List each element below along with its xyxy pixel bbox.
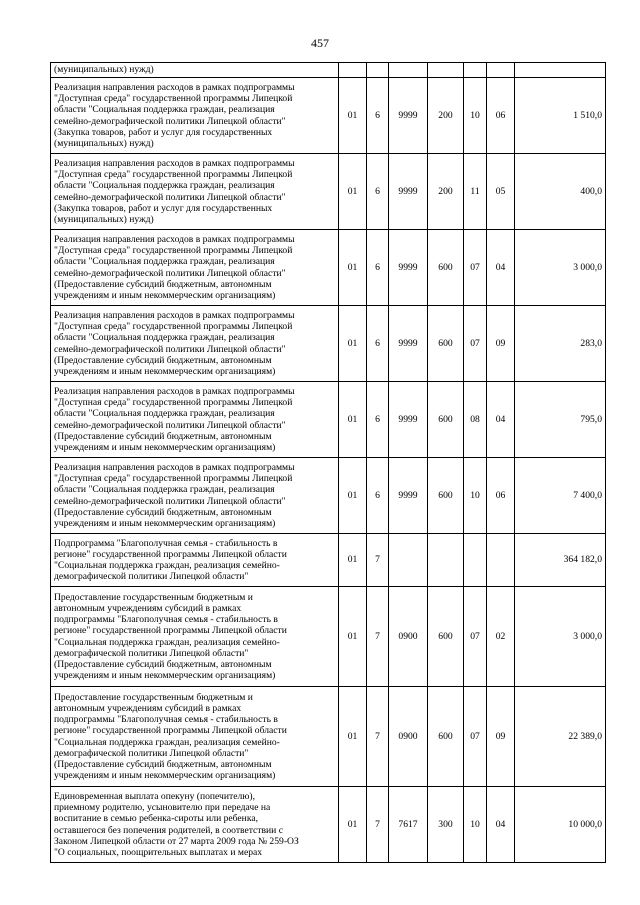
subchapter-code: 04 (487, 787, 515, 863)
subprogram-code: 7 (367, 534, 389, 587)
direction-code: 0900 (389, 587, 428, 687)
budget-table (50, 62, 606, 863)
section-code: 01 (339, 78, 367, 154)
subchapter-code: 09 (487, 306, 515, 382)
table-row (51, 534, 606, 587)
section-code: 01 (339, 587, 367, 687)
chapter-code: 07 (464, 306, 487, 382)
row-description: (муниципальных) нужд) (51, 63, 339, 78)
direction-code: 0900 (389, 687, 428, 787)
row-description: Реализация направления расходов в рамках подпрограммы "Доступная среда" государственной программы Липецкой области "Социальная поддержка граждан, реализация семейно-демографической политики Липецкой области" (Закупка товаров, работ и услуг для государственных (муниципальных) нужд) (51, 154, 339, 230)
chapter-code: 10 (464, 458, 487, 534)
amount-cell: 795,0 (515, 382, 606, 458)
subprogram-code: 6 (367, 458, 389, 534)
subchapter-code: 09 (487, 687, 515, 787)
table-row (51, 687, 606, 787)
direction-code: 9999 (389, 458, 428, 534)
section-code: 01 (339, 458, 367, 534)
subprogram-code: 7 (367, 587, 389, 687)
amount-cell: 283,0 (515, 306, 606, 382)
expense-type-code: 200 (428, 154, 464, 230)
subchapter-code (487, 63, 515, 78)
expense-type-code (428, 534, 464, 587)
subchapter-code: 04 (487, 230, 515, 306)
direction-code: 9999 (389, 154, 428, 230)
table-row (51, 63, 606, 78)
section-code: 01 (339, 787, 367, 863)
expense-type-code: 600 (428, 230, 464, 306)
table-row (51, 382, 606, 458)
expense-type-code (428, 63, 464, 78)
direction-code (389, 534, 428, 587)
expense-type-code: 600 (428, 306, 464, 382)
table-row (51, 230, 606, 306)
subchapter-code: 02 (487, 587, 515, 687)
amount-cell: 22 389,0 (515, 687, 606, 787)
chapter-code (464, 63, 487, 78)
section-code: 01 (339, 687, 367, 787)
row-description: Предоставление государственным бюджетным и автономным учреждениям субсидий в рамках подпрограммы "Благополучная семья - стабильность в регионе" государственной программы Липецкой области "Социальная поддержка граждан, реализация семейно- демографической политики Липецкой области" (Предоставление субсидий бюджетным, автономным учреждениям и иным некоммерческим организациям) (51, 687, 339, 787)
section-code (339, 63, 367, 78)
subchapter-code: 04 (487, 382, 515, 458)
subchapter-code: 06 (487, 458, 515, 534)
amount-cell: 400,0 (515, 154, 606, 230)
subprogram-code: 6 (367, 306, 389, 382)
amount-cell: 1 510,0 (515, 78, 606, 154)
subprogram-code (367, 63, 389, 78)
table-row (51, 458, 606, 534)
chapter-code: 11 (464, 154, 487, 230)
subprogram-code: 6 (367, 154, 389, 230)
subprogram-code: 7 (367, 687, 389, 787)
expense-type-code: 300 (428, 787, 464, 863)
row-description: Реализация направления расходов в рамках подпрограммы "Доступная среда" государственной программы Липецкой области "Социальная поддержка граждан, реализация семейно-демографической политики Липецкой области" (Предоставление субсидий бюджетным, автономным учреждениям и иным некоммерческим организациям) (51, 382, 339, 458)
chapter-code (464, 534, 487, 587)
chapter-code: 08 (464, 382, 487, 458)
amount-cell: 3 000,0 (515, 587, 606, 687)
amount-cell: 3 000,0 (515, 230, 606, 306)
section-code: 01 (339, 306, 367, 382)
direction-code: 7617 (389, 787, 428, 863)
amount-cell (515, 63, 606, 78)
expense-type-code: 600 (428, 382, 464, 458)
subprogram-code: 6 (367, 230, 389, 306)
row-description: Реализация направления расходов в рамках подпрограммы "Доступная среда" государственной программы Липецкой области "Социальная поддержка граждан, реализация семейно-демографической политики Липецкой области" (Закупка товаров, работ и услуг для государственных (муниципальных) нужд) (51, 78, 339, 154)
chapter-code: 07 (464, 587, 487, 687)
expense-type-code: 600 (428, 587, 464, 687)
expense-type-code: 200 (428, 78, 464, 154)
table-row (51, 306, 606, 382)
direction-code: 9999 (389, 230, 428, 306)
table-row (51, 587, 606, 687)
row-description: Реализация направления расходов в рамках подпрограммы "Доступная среда" государственной программы Липецкой области "Социальная поддержка граждан, реализация семейно-демографической политики Липецкой области" (Предоставление субсидий бюджетным, автономным учреждениям и иным некоммерческим организациям) (51, 306, 339, 382)
table-row (51, 78, 606, 154)
subchapter-code: 05 (487, 154, 515, 230)
row-description: Подпрограмма "Благополучная семья - стабильность в регионе" государственной программы Липецкой области "Социальная поддержка граждан, реализация семейно- демографической политики Липецкой области" (51, 534, 339, 587)
section-code: 01 (339, 154, 367, 230)
section-code: 01 (339, 534, 367, 587)
row-description: Предоставление государственным бюджетным и автономным учреждениям субсидий в рамках подпрограммы "Благополучная семья - стабильность в регионе" государственной программы Липецкой области "Социальная поддержка граждан, реализация семейно- демографической политики Липецкой области" (Предоставление субсидий бюджетным, автономным учреждениям и иным некоммерческим организациям) (51, 587, 339, 687)
subchapter-code: 06 (487, 78, 515, 154)
table-row (51, 154, 606, 230)
subprogram-code: 6 (367, 78, 389, 154)
subchapter-code (487, 534, 515, 587)
amount-cell: 364 182,0 (515, 534, 606, 587)
chapter-code: 10 (464, 78, 487, 154)
chapter-code: 10 (464, 787, 487, 863)
section-code: 01 (339, 230, 367, 306)
row-description: Реализация направления расходов в рамках подпрограммы "Доступная среда" государственной программы Липецкой области "Социальная поддержка граждан, реализация семейно-демографической политики Липецкой области" (Предоставление субсидий бюджетным, автономным учреждениям и иным некоммерческим организациям) (51, 458, 339, 534)
chapter-code: 07 (464, 687, 487, 787)
amount-cell: 10 000,0 (515, 787, 606, 863)
direction-code (389, 63, 428, 78)
direction-code: 9999 (389, 306, 428, 382)
amount-cell: 7 400,0 (515, 458, 606, 534)
expense-type-code: 600 (428, 458, 464, 534)
section-code: 01 (339, 382, 367, 458)
expense-type-code: 600 (428, 687, 464, 787)
subprogram-code: 7 (367, 787, 389, 863)
direction-code: 9999 (389, 78, 428, 154)
subprogram-code: 6 (367, 382, 389, 458)
page-number: 457 (311, 36, 329, 50)
row-description: Реализация направления расходов в рамках подпрограммы "Доступная среда" государственной программы Липецкой области "Социальная поддержка граждан, реализация семейно-демографической политики Липецкой области" (Предоставление субсидий бюджетным, автономным учреждениям и иным некоммерческим организациям) (51, 230, 339, 306)
direction-code: 9999 (389, 382, 428, 458)
row-description: Единовременная выплата опекуну (попечителю), приемному родителю, усыновителю при передаче на воспитание в семью ребенка-сироты или ребенка, оставшегося без попечения родителей, в соответствии с Законом Липецкой области от 27 марта 2009 года № 259-ОЗ "О социальных, поощрительных выплатах и мерах (51, 787, 339, 863)
table-row (51, 787, 606, 863)
chapter-code: 07 (464, 230, 487, 306)
